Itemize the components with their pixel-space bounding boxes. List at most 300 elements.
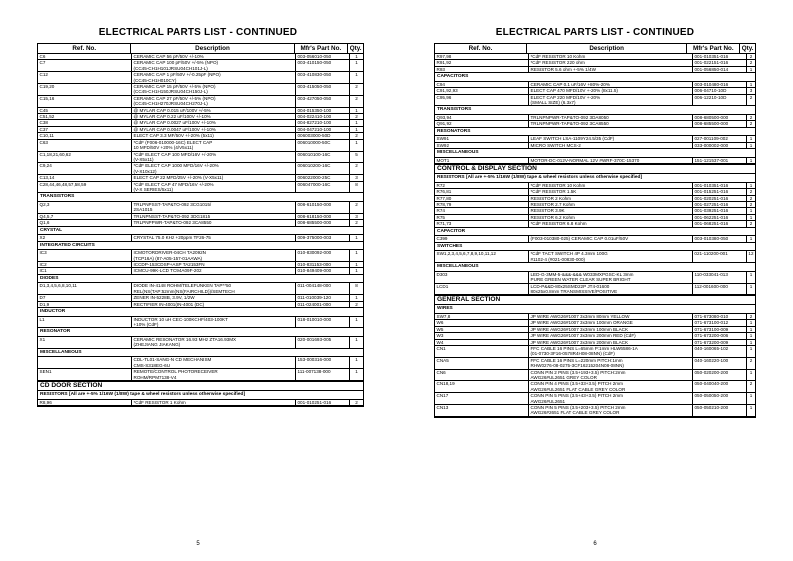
ref-no: SW1,2,3,4,5,6,7,8,9,10,11,12	[435, 251, 529, 262]
description	[529, 60, 693, 65]
qty: 2	[355, 301, 358, 307]
section-heading: INTEGRATED CIRCUITS	[38, 242, 363, 251]
description	[529, 189, 693, 194]
description	[529, 95, 693, 106]
description-line: ELECT CAP 470 MFD/10V +-20% (8x11.5)	[530, 88, 618, 94]
ref-no: R8,96	[38, 400, 132, 405]
qty: 2	[749, 357, 753, 363]
description-line: (SMALL SIZE) (6.3x7)	[530, 100, 576, 106]
section-heading: CRYSTAL	[38, 227, 363, 236]
description	[529, 284, 693, 295]
table-row	[38, 140, 363, 152]
qty: 1	[749, 320, 753, 326]
table-row	[38, 163, 363, 175]
description	[132, 152, 296, 163]
description-line: JP WIRE AWG26#1007 3x3mm 80mm YELLOW	[530, 313, 630, 319]
ref-no: IC2	[38, 262, 132, 267]
description-line: ELECT CAP 22 MFD/25V +/-20% (V-X5x11)	[133, 175, 224, 181]
part-no: 006022000-25C	[296, 175, 350, 180]
section-heading: TRANSISTORS	[435, 106, 755, 115]
ref-no: Q4,5,7	[38, 214, 132, 219]
part-no: 008-680500-000	[693, 115, 747, 120]
description	[132, 400, 296, 405]
table-row	[435, 284, 755, 296]
description	[132, 114, 296, 119]
part-no: 001-010351-016	[693, 54, 747, 59]
table-row	[38, 250, 363, 262]
table-row	[38, 202, 363, 214]
description-line: LEAF SWITCH LSA-1109Y24.5/35 (CdF)	[530, 136, 615, 142]
description-line: (CC45-CH1H010CY)	[133, 77, 177, 83]
ref-no: LCD1	[435, 284, 529, 295]
section-heading: GENERAL SECTION	[435, 295, 755, 305]
part-no: 008-618150-000	[296, 214, 350, 219]
description	[132, 317, 296, 328]
description	[132, 84, 296, 95]
description	[529, 333, 693, 338]
ref-no: R76,81	[435, 189, 529, 194]
page-title: ELECTRICAL PARTS LIST - CONTINUED	[98, 27, 298, 38]
qty: 2	[355, 114, 358, 120]
table-row	[435, 358, 755, 370]
description	[529, 67, 693, 72]
ref-no: Q93,94	[435, 115, 529, 120]
part-no: 006010100-16C	[296, 152, 350, 163]
ref-no: IC3	[38, 250, 132, 261]
part-no: 006047000-16C	[296, 182, 350, 193]
description	[132, 295, 296, 300]
qty: 2	[355, 399, 358, 405]
ref-no: L1	[38, 317, 132, 328]
ref-no: C1,18,21,60,62	[38, 152, 132, 163]
description-line: PURE GREEN WATER CLEAR SUPER BRIGHT	[530, 277, 631, 283]
section-heading: CD DOOR SECTION	[38, 381, 363, 391]
qty: 1	[749, 405, 753, 410]
description	[132, 60, 296, 71]
description-line: TRLNPNPWR-TAP&TO-092 3DA8050	[530, 115, 609, 121]
qty: 1	[355, 316, 358, 322]
part-no: 011-010039-120	[296, 295, 350, 300]
part-no: 004-047210-100	[296, 127, 350, 132]
description-line: AWG26#UL2651	[530, 398, 566, 404]
section-heading: WIRES	[435, 305, 755, 314]
qty: 1	[749, 393, 753, 399]
description-line: +10% (CdF)	[133, 322, 159, 327]
qty: 1	[355, 369, 358, 375]
part-no: 001-010351-016	[693, 183, 747, 188]
table-row	[435, 251, 755, 263]
description	[132, 250, 296, 261]
qty: 1	[749, 339, 753, 345]
description	[529, 208, 693, 213]
description-line: @ MYLAR CAP 0.015 uF/100V +/-5%	[133, 107, 211, 113]
qty: 1	[749, 157, 753, 163]
qty: 1	[749, 142, 753, 148]
part-no: 006-04710-10D	[693, 88, 747, 93]
ref-no: R75	[435, 215, 529, 220]
description-line: LCD-P&&D-80x25SMD22P JT4-01600	[530, 283, 610, 289]
description-line: (V-X SERIES/5x11)	[133, 186, 173, 192]
description	[529, 381, 693, 392]
ref-no: C63	[38, 140, 132, 151]
description	[529, 358, 693, 369]
section-heading: RESONATOR	[38, 328, 363, 337]
ref-no: Q2,3	[38, 202, 132, 213]
qty: 2	[355, 163, 358, 169]
part-no: 009-375000-003	[296, 235, 350, 240]
qty: 1	[355, 250, 358, 256]
qty: 1	[749, 369, 753, 375]
qty: 1	[355, 357, 358, 363]
qty: 2	[355, 220, 358, 226]
part-no: 151-121537-001	[693, 158, 747, 163]
qty: 1	[355, 261, 358, 267]
part-no: 001-022151-016	[693, 60, 747, 65]
part-no: 004-827210-100	[296, 120, 350, 125]
ref-no: C10,11	[38, 133, 132, 138]
ref-no: R77,80	[435, 196, 529, 201]
description	[132, 220, 296, 225]
part-no: 018-010010-000	[296, 317, 350, 328]
description-line: JP WIRE AWG26#1007 3x3mm 200mm RED (CdF)	[530, 333, 636, 339]
description-line: RESISTOR 2.7 Kohm	[530, 202, 575, 208]
description-line: INDUCTOR 10 uH CEC-100KCHF/403-100KT	[133, 316, 228, 322]
ref-no: C37	[38, 127, 132, 132]
description	[132, 54, 296, 59]
part-no: 006010200-16C	[296, 163, 350, 174]
part-no: 008-685500-000	[693, 121, 747, 126]
qty: 8	[355, 283, 358, 289]
parts-table	[37, 43, 364, 407]
ref-no: CN6	[435, 370, 529, 381]
qty: 1	[355, 120, 358, 126]
qty: 1	[749, 81, 753, 87]
part-no: 001-068251-016	[693, 221, 747, 226]
description-line: RHW0276-08-0275-3CF16215204N08-08NN)	[530, 363, 624, 369]
description-line: AWG26#2651 FLAT CABLE GREY COLOR	[530, 410, 620, 416]
ref-no: SW92	[435, 143, 529, 148]
description	[529, 251, 693, 262]
ref-no: R78,79	[435, 202, 529, 207]
qty: 1	[749, 66, 753, 72]
description	[132, 268, 296, 273]
part-no: 050-040040-200	[693, 381, 747, 392]
ref-no: X2	[38, 235, 132, 240]
part-no: 001-010251-016	[296, 400, 350, 405]
section-heading: CAPACITOR	[435, 228, 755, 237]
description-line: *CdF RESISTOR 1 Kohm	[133, 399, 186, 405]
description-line: RESISTOR 2 Kohm	[530, 195, 572, 201]
description-line: *CdF RESISTOR 1.5K	[530, 189, 577, 195]
ref-no: C6	[38, 54, 132, 59]
description	[132, 202, 296, 213]
table-row	[38, 182, 363, 194]
description	[529, 327, 693, 332]
part-no: 071-673100-009	[693, 327, 747, 332]
header-ref: Ref. No.	[38, 44, 131, 53]
ref-no: R97,98	[435, 54, 529, 59]
description-line: JP WIRE AWG26#1007 3x3mm 100mm BLACK	[530, 326, 629, 332]
description-line: *CdF TACT SWITCH 4P 4.3mm 100G	[530, 251, 608, 257]
qty: 2	[749, 54, 753, 59]
table-row	[38, 337, 363, 349]
description-line: ELECT CAP 3.3 MF/50V +/-20% (5x11)	[133, 133, 214, 139]
description-line: CERAMIC CAP 27 pF/50V +/-5% (NPO)	[133, 95, 216, 101]
description-line: CERAMIC CAP 100 pF/50V +/-5% (NPO)	[133, 60, 219, 66]
table-row	[38, 357, 363, 369]
table-header	[435, 44, 755, 54]
ref-no: R74	[435, 208, 529, 213]
description-line: TRLNPNPWR-TAP&TO-092 3CA8550	[530, 121, 609, 127]
qty: 1	[355, 72, 358, 78]
part-no: 008-610150-000	[296, 202, 350, 213]
ref-no: SW91	[435, 136, 529, 141]
part-no: 011-004148-000	[296, 283, 350, 294]
header-desc: Description	[527, 44, 687, 53]
description-line: *CdF RESISTOR 10 Kohm	[530, 182, 586, 188]
description	[132, 337, 296, 348]
ref-no: SEN1	[38, 369, 132, 380]
description-line: @ MYLAR CAP 0.22 uF/100V +/-10%	[133, 114, 211, 120]
qty: 2	[749, 202, 753, 208]
description	[132, 120, 296, 125]
description	[132, 108, 296, 113]
description-line: *CdF ELECT CAP 47 MFD/16V +/-20%	[133, 181, 214, 187]
description	[529, 196, 693, 201]
description	[529, 115, 693, 120]
part-no: 006010000-50C	[296, 140, 350, 151]
description	[132, 163, 296, 174]
ref-no: Q91,92	[435, 121, 529, 126]
part-no: 071-673200-006	[693, 333, 747, 338]
part-no: 020-001693-005	[296, 337, 350, 348]
description	[132, 175, 296, 180]
part-no: 003-415050-050	[296, 84, 350, 95]
description-line: AWG26#UL2651 FLAT CABLE GREY COLOR	[530, 386, 626, 392]
description-line: ROHM/RPM7138-V4	[133, 374, 177, 380]
ref-no: CNA5	[435, 358, 529, 369]
description	[132, 283, 296, 294]
part-no: 040-160220-100	[693, 358, 747, 369]
table-row	[435, 381, 755, 393]
header-ref: Ref. No.	[435, 44, 527, 53]
qty: 3	[355, 175, 358, 181]
ref-no: W5	[435, 327, 529, 332]
part-no: 001-039251-016	[693, 208, 747, 213]
description-line: JP WIRE AWG26#1007 3x3mm 200mm BLACK	[530, 339, 629, 345]
qty: 2	[355, 95, 358, 101]
description	[529, 202, 693, 207]
table-row	[435, 272, 755, 284]
ref-no: D303	[435, 272, 529, 283]
ref-no: C9,24	[38, 163, 132, 174]
section-heading: RESISTORS [All are +-5% 1/16W (1/8W) tape & wheel resistors unless otherwise specified]	[38, 391, 363, 400]
description	[529, 370, 693, 381]
description	[132, 357, 296, 368]
part-no: 027-001109-002	[693, 136, 747, 141]
part-no: 071-673200-009	[693, 340, 747, 345]
description-line: ICMCU-99K-LCD TC94A09F-202	[133, 268, 202, 274]
ref-no: IC1	[38, 268, 132, 273]
description-line: REMOTE/CONTROL PHOTORECEIVER	[133, 369, 218, 375]
qty: 5	[355, 151, 358, 157]
part-no: 003-410150-050	[296, 60, 350, 71]
description-line: (01-0730-3F16-0578R4H08-08NN) (CdF)	[530, 351, 615, 357]
description	[132, 214, 296, 219]
ref-no: CN17	[435, 393, 529, 404]
table-row	[435, 393, 755, 405]
section-heading: RESONATORS	[435, 128, 755, 137]
description	[132, 96, 296, 107]
section-heading: RESISTORS [All are +-5% 1/16W (1/8W) tape & wheel resistors unless otherwise specified]	[435, 174, 755, 183]
description-line: RESISTOR 5.6 ohm +-5% 1/4W	[530, 66, 596, 72]
page-number: 5	[196, 541, 200, 547]
qty: 2	[749, 115, 753, 121]
ref-no: C95,96	[435, 95, 529, 106]
ref-no: R93	[435, 67, 529, 72]
part-no: 004-022410-100	[296, 114, 350, 119]
qty: 2	[355, 84, 358, 90]
page-title: ELECTRICAL PARTS LIST - CONTINUED	[495, 27, 695, 38]
ref-no: MOT1	[435, 158, 529, 163]
description-line: CERAMIC CAP 56 pF/50V +/-10%	[133, 54, 204, 59]
qty: 1	[355, 337, 358, 342]
part-no: 003-427050-050	[296, 96, 350, 107]
description-line: CERAMIC CAP 0.1 uF/16V +80%-20%	[530, 81, 610, 87]
page-number: 6	[593, 541, 597, 547]
description-line: (TCP16A) (87-A05-157-01AAWA)	[133, 255, 203, 261]
description	[132, 140, 296, 151]
qty: 1	[355, 139, 358, 145]
description	[529, 88, 693, 93]
part-no: 006-12210-10D	[693, 95, 747, 106]
table-row	[38, 96, 363, 108]
ref-no: CN1	[435, 346, 529, 357]
parts-table	[434, 43, 756, 418]
description	[529, 221, 693, 226]
ref-no: C12	[38, 72, 132, 83]
part-no: 110-033041-013	[693, 272, 747, 283]
description	[529, 121, 693, 126]
table-row	[38, 283, 363, 295]
qty: 3	[749, 88, 753, 94]
section-heading: MISCELLANEOUS	[435, 149, 755, 158]
ref-no: C91,92,93	[435, 88, 529, 93]
ref-no: C51,52	[38, 114, 132, 119]
table-row	[38, 84, 363, 96]
qty: 8	[355, 181, 358, 187]
description-line: ELECT CAP 220 MFD/10V +-20%	[530, 94, 601, 100]
table-header	[38, 44, 363, 54]
page-6	[397, 0, 793, 561]
description-line: CONN PIN 2 PINS (3.5+193+3.5) PITCH:2mm	[530, 369, 626, 375]
description-line: TRLNPNSST-TAP&TO-092 3DG1815	[133, 213, 211, 219]
table-row	[435, 95, 755, 107]
table-row	[38, 72, 363, 84]
part-no: 001-056850-014	[693, 67, 747, 72]
part-no: 001-027251-016	[693, 202, 747, 207]
description	[132, 72, 296, 83]
description-line: CRYSTAL 75.0 KHz +20ppm TF26-75	[133, 235, 211, 241]
description-line: AWG26#UL2651 GREY COLOR	[530, 374, 597, 380]
section-heading: MISCELLANEOUS	[435, 263, 755, 272]
description-line: *CdF RESISTOR 220 ohm	[530, 60, 585, 66]
qty: 1	[749, 345, 753, 351]
qty: 1	[355, 235, 358, 241]
part-no: 003-410830-050	[296, 72, 350, 83]
qty: 2	[749, 189, 753, 195]
qty: 1	[355, 126, 358, 132]
description-line: CONN PIN 4 PINS (3.5+33+3.5) PITCH 2mm	[530, 381, 623, 387]
ref-no	[38, 357, 132, 368]
header-part: Mfr's Part No.	[687, 44, 740, 53]
description-line: ICMOTORDRIVER-04CH TA2092N	[133, 250, 206, 256]
description	[529, 143, 693, 148]
description-line: CERAMIC CAP 1 pF/50V +/-0.25pF (NPO)	[133, 72, 221, 78]
ref-no: CN18,19	[435, 381, 529, 392]
description-line: CERAMIC RESONATOR 16.93 MHz ZTA16.93MX	[133, 337, 237, 342]
description	[529, 393, 693, 404]
ref-no: D7	[38, 295, 132, 300]
ref-no: C399	[435, 236, 529, 241]
description-line: #1102-4 (#021-00830-000)	[530, 256, 586, 262]
ref-no: SW7,8	[435, 314, 529, 319]
qty: 2	[355, 201, 358, 207]
description	[529, 158, 693, 163]
qty: 2	[749, 381, 753, 387]
qty: 1	[749, 182, 753, 188]
qty: 2	[355, 133, 358, 139]
header-qty: Qty.	[349, 45, 362, 52]
ref-no: CN13	[435, 405, 529, 416]
description-line: (CC45-CH1H150JRSU04CH150J-L)	[133, 89, 208, 95]
description-line: @ MYLAR CAP 0.0047 uF/100V +/-10%	[133, 126, 216, 132]
part-no: 050-020200-200	[693, 370, 747, 381]
qty: 1	[355, 107, 358, 113]
description-line: *CdF RESISTOR 6.8 Kohm	[530, 221, 587, 227]
section-heading: INDUCTOR	[38, 308, 363, 317]
ref-no: D1,9	[38, 302, 132, 307]
description-line: *CdF ELECT CAP 1000 MFD/16V +/-20%	[133, 163, 219, 169]
part-no: 001-020251-016	[693, 196, 747, 201]
description-line: *CdF ELECT CAP 100 MFD/16V +/-20%	[133, 151, 217, 157]
header-desc: Description	[131, 44, 294, 53]
ref-no: W3	[435, 333, 529, 338]
description	[529, 183, 693, 188]
part-no: 153-000316-000	[296, 357, 350, 368]
part-no: 008-685500-000	[296, 220, 350, 225]
description	[529, 320, 693, 325]
ref-no: C28,44,46,48,57,58,59	[38, 182, 132, 193]
description-line: (CC45-CH1H101JRSU04CH101J-L)	[133, 65, 208, 71]
qty: 1	[749, 208, 753, 214]
part-no: 071-673080-010	[693, 314, 747, 319]
section-heading: CONTROL & DISPLAY SECTION	[435, 164, 755, 174]
ref-no: C15,16	[38, 96, 132, 107]
ref-no: R71,73	[435, 221, 529, 226]
part-no: 033-000002-000	[693, 143, 747, 148]
description-line: CDL-TL01-SANG-N CD MECHANISM	[133, 357, 212, 363]
ref-no: X1	[38, 337, 132, 348]
qty: 1	[355, 54, 358, 59]
description	[132, 133, 296, 138]
description-line: TRLPNPSST-TAP&TO-092 3CG1015/	[133, 201, 212, 207]
description-line: JP WIRE AWG26#1007 3x3mm 100mm ORANGE	[530, 320, 633, 326]
section-heading: MISCELLANEOUS	[38, 349, 363, 358]
part-no: 111-007138-000	[296, 369, 350, 380]
part-no: 040-160065-102	[693, 346, 747, 357]
part-no: 003-010380-050	[693, 236, 747, 241]
